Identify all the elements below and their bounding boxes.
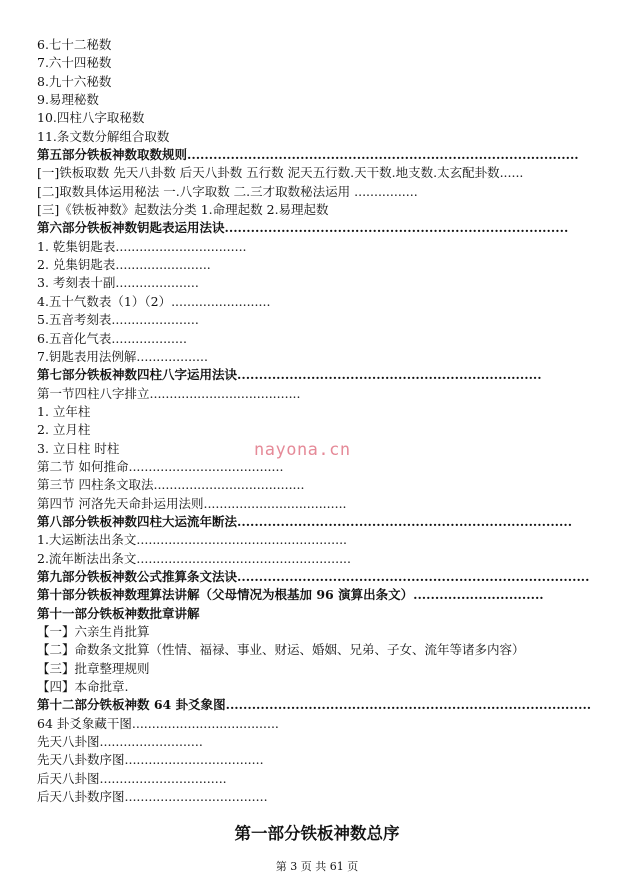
toc-entry: 【一】六亲生肖批算 bbox=[37, 624, 150, 639]
toc-entry: 第二节 如何推命....................................... bbox=[37, 458, 284, 474]
toc-entry: 2. 兑集钥匙表........................ bbox=[37, 257, 211, 273]
toc-entry: 11.条文数分解组合取数 bbox=[37, 128, 170, 144]
toc-part-heading: 第十一部分铁板神数批章讲解 bbox=[37, 605, 200, 621]
toc-entry: 2. 立月柱 bbox=[37, 422, 91, 438]
toc-entry: 先天八卦数序图................................... bbox=[37, 752, 264, 768]
toc-entry: 1. 乾集钥匙表................................. bbox=[37, 238, 247, 254]
toc-entry: 1. 立年柱 bbox=[37, 403, 91, 419]
toc-part-heading: 第九部分铁板神数公式推算条文法诀................................................................................. bbox=[37, 568, 590, 584]
toc-entry: 【四】本命批章. bbox=[37, 679, 129, 695]
section-heading: 第一部分铁板神数总序 bbox=[234, 824, 400, 843]
toc-entry: 5.五音考刻表...................... bbox=[37, 312, 199, 328]
toc-part-heading: 第五部分铁板神数取数规则.......................................................................................... bbox=[37, 147, 579, 163]
toc-entry: 3. 立日柱 时柱 bbox=[37, 440, 120, 456]
toc-part-heading: 第八部分铁板神数四柱大运流年断法............................................................................. bbox=[37, 513, 573, 529]
toc-entry: 第一节四柱八字排立...................................... bbox=[37, 385, 301, 401]
toc-entry: 1.大运断法出条文..................................................... bbox=[37, 532, 348, 548]
toc-entry: [一]铁板取数 先天八卦数 后天八卦数 五行数 泥天五行数.天干数.地支数.太玄配卦数...... bbox=[37, 165, 524, 181]
watermark: nayona.cn bbox=[254, 440, 351, 460]
toc-entry: 后天八卦数序图.................................... bbox=[37, 789, 268, 805]
toc-entry: 8.九十六秘数 bbox=[37, 73, 112, 89]
toc-part-heading: 第七部分铁板神数四柱八字运用法诀...................................................................... bbox=[37, 367, 542, 383]
toc-entry: 第四节 河洛先天命卦运用法则.................................... bbox=[37, 495, 347, 511]
toc-entry: 9.易理秘数 bbox=[37, 92, 99, 108]
toc-entry: 先天八卦图.......................... bbox=[37, 734, 203, 750]
toc-entry: [二]取数具体运用秘法 一.八字取数 二.三才取数秘法运用 ................ bbox=[37, 183, 418, 199]
toc-entry: 4.五十气数表（1）（2）......................... bbox=[37, 293, 271, 309]
toc-entry: 6.五音化气表................... bbox=[37, 330, 187, 346]
toc-entry: [三]《铁板神数》起数法分类 1.命理起数 2.易理起数 bbox=[37, 202, 329, 218]
toc-entry: 【二】命数条文批算（性情、福禄、事业、财运、婚姻、兄弟、子女、流年等诸多内容） bbox=[37, 642, 525, 658]
toc-entry: 后天八卦图................................ bbox=[37, 770, 227, 786]
toc-part-heading: 第十二部分铁板神数 64 卦爻象图.................................................................................... bbox=[37, 697, 592, 713]
toc-entry: 【三】批章整理规则 bbox=[37, 660, 150, 676]
toc-entry: 6.七十二秘数 bbox=[37, 37, 112, 52]
toc-entry: 10.四柱八字取秘数 bbox=[37, 110, 145, 126]
page-number: 第 3 页 共 61 页 bbox=[275, 860, 359, 873]
toc-entry: 7.六十四秘数 bbox=[37, 55, 112, 71]
toc-entry: 3. 考刻表十副..................... bbox=[37, 275, 199, 291]
toc-entry: 7.钥匙表用法例解.................. bbox=[37, 348, 208, 364]
toc-entry: 64 卦爻象藏干图..................................... bbox=[37, 715, 279, 731]
toc-part-heading: 第六部分铁板神数钥匙表运用法诀............................................................................... bbox=[37, 220, 569, 236]
table-of-contents bbox=[37, 36, 607, 806]
toc-part-heading: 第十部分铁板神数理算法讲解（父母情况为根基加 96 演算出条文）.............................. bbox=[37, 587, 544, 603]
toc-entry: 第三节 四柱条文取法...................................... bbox=[37, 477, 305, 493]
toc-entry: 2.流年断法出条文...................................................... bbox=[37, 550, 351, 566]
